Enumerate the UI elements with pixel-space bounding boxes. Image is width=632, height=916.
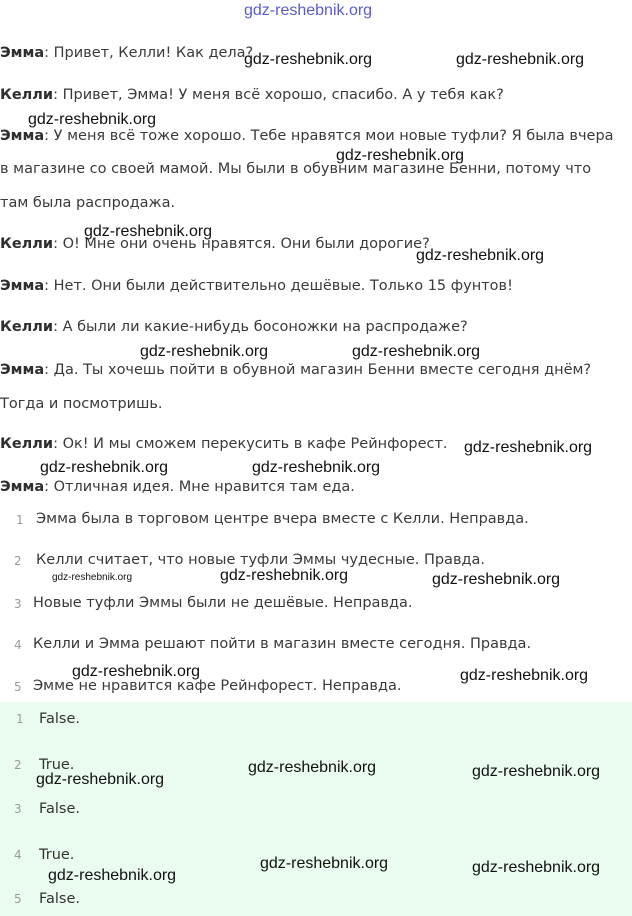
answer-number: 4 bbox=[14, 848, 22, 862]
dialogue-line-7-cont: Тогда и посмотришь. bbox=[0, 396, 163, 412]
watermark: gdz-reshebnik.org bbox=[432, 571, 561, 588]
watermark: gdz-reshebnik.org bbox=[244, 51, 373, 68]
answer-5: False. bbox=[39, 891, 81, 907]
dialogue-text: : У меня всё тоже хорошо. Тебе нравятся мои новые туфли? Я была вчера bbox=[44, 128, 614, 144]
statement-5: Эмме не нравится кафе Рейнфорест. Неправда. bbox=[33, 678, 402, 694]
speaker-name: Келли bbox=[0, 436, 54, 452]
dialogue-text: : Привет, Келли! Как дела? bbox=[44, 45, 254, 61]
statement-3: Новые туфли Эммы были не дешёвые. Неправда. bbox=[33, 595, 413, 611]
statement-number: 1 bbox=[16, 513, 24, 527]
dialogue-line-2 bbox=[0, 86, 504, 104]
watermark: gdz-reshebnik.org bbox=[416, 247, 545, 264]
dialogue-text: : Да. Ты хочешь пойти в обувной магазин Бенни вместе сегодня днём? bbox=[44, 362, 592, 378]
answer-number: 1 bbox=[16, 712, 24, 726]
watermark: gdz-reshebnik.org bbox=[456, 51, 585, 68]
watermark: gdz-reshebnik.org bbox=[248, 759, 377, 776]
answer-number: 3 bbox=[14, 802, 22, 816]
watermark: gdz-reshebnik.org bbox=[48, 867, 177, 884]
dialogue-text: : Нет. Они были действительно дешёвые. Только 15 фунтов! bbox=[44, 278, 513, 294]
watermark: gdz-reshebnik.org bbox=[72, 663, 201, 680]
watermark: gdz-reshebnik.org bbox=[464, 439, 593, 456]
watermark: gdz-reshebnik.org bbox=[252, 459, 381, 476]
answer-number: 2 bbox=[14, 758, 22, 772]
dialogue-text: : О! Мне они очень нравятся. Они были дорогие? bbox=[53, 236, 430, 252]
watermark: gdz-reshebnik.org bbox=[260, 855, 389, 872]
answer-3: False. bbox=[39, 801, 81, 817]
dialogue-line-4 bbox=[0, 235, 430, 253]
watermark: gdz-reshebnik.org bbox=[220, 567, 349, 584]
speaker-name: Эмма bbox=[0, 45, 45, 61]
statement-1: Эмма была в торговом центре вчера вместе с Келли. Неправда. bbox=[36, 511, 529, 527]
dialogue-line-3-cont-1: в магазине со своей мамой. Мы были в обувним магазине Бенни, потому что bbox=[0, 161, 592, 177]
dialogue-text: : Привет, Эмма! У меня всё хорошо, спасибо. А у тебя как? bbox=[53, 87, 504, 103]
speaker-name: Келли bbox=[0, 319, 54, 335]
dialogue-line-1 bbox=[0, 44, 253, 62]
speaker-name: Эмма bbox=[0, 278, 45, 294]
dialogue-line-9 bbox=[0, 478, 355, 496]
speaker-name: Келли bbox=[0, 87, 54, 103]
watermark: gdz-reshebnik.org bbox=[336, 147, 465, 164]
watermark: gdz-reshebnik.org bbox=[472, 859, 601, 876]
statement-2: Келли считает, что новые туфли Эммы чудесные. Правда. bbox=[36, 552, 486, 568]
dialogue-line-6 bbox=[0, 318, 468, 336]
watermark: gdz-reshebnik.org bbox=[352, 343, 481, 360]
answer-number: 5 bbox=[14, 892, 22, 906]
dialogue-line-3-cont-2: там была распродажа. bbox=[0, 195, 176, 211]
dialogue-line-8 bbox=[0, 435, 448, 453]
answer-4: True. bbox=[39, 847, 75, 863]
watermark: gdz-reshebnik.org bbox=[460, 667, 589, 684]
statement-number: 4 bbox=[14, 638, 22, 652]
watermark: gdz-reshebnik.org bbox=[36, 771, 165, 788]
watermark: gdz-reshebnik.org bbox=[84, 223, 213, 240]
watermark: gdz-reshebnik.org bbox=[28, 111, 157, 128]
dialogue-line-7 bbox=[0, 361, 591, 379]
answer-1: False. bbox=[39, 711, 81, 727]
watermark: gdz-reshebnik.org bbox=[52, 572, 133, 583]
dialogue-line-3 bbox=[0, 127, 614, 145]
answer-2: True. bbox=[39, 757, 75, 773]
watermark: gdz-reshebnik.org bbox=[40, 459, 169, 476]
dialogue-text: : А были ли какие-нибудь босоножки на распродаже? bbox=[53, 319, 468, 335]
speaker-name: Эмма bbox=[0, 362, 45, 378]
speaker-name: Эмма bbox=[0, 479, 45, 495]
statement-number: 5 bbox=[14, 680, 22, 694]
speaker-name: Эмма bbox=[0, 128, 45, 144]
statement-number: 2 bbox=[14, 554, 22, 568]
dialogue-text: : Ок! И мы сможем перекусить в кафе Рейнфорест. bbox=[53, 436, 448, 452]
watermark: gdz-reshebnik.org bbox=[140, 343, 269, 360]
dialogue-text: : Отличная идея. Мне нравится там еда. bbox=[44, 479, 355, 495]
dialogue-line-5 bbox=[0, 277, 513, 295]
watermark: gdz-reshebnik.org bbox=[472, 763, 601, 780]
statement-4: Келли и Эмма решают пойти в магазин вместе сегодня. Правда. bbox=[33, 636, 532, 652]
speaker-name: Келли bbox=[0, 236, 54, 252]
statement-number: 3 bbox=[14, 597, 22, 611]
site-header-watermark: gdz-reshebnik.org bbox=[244, 2, 373, 19]
